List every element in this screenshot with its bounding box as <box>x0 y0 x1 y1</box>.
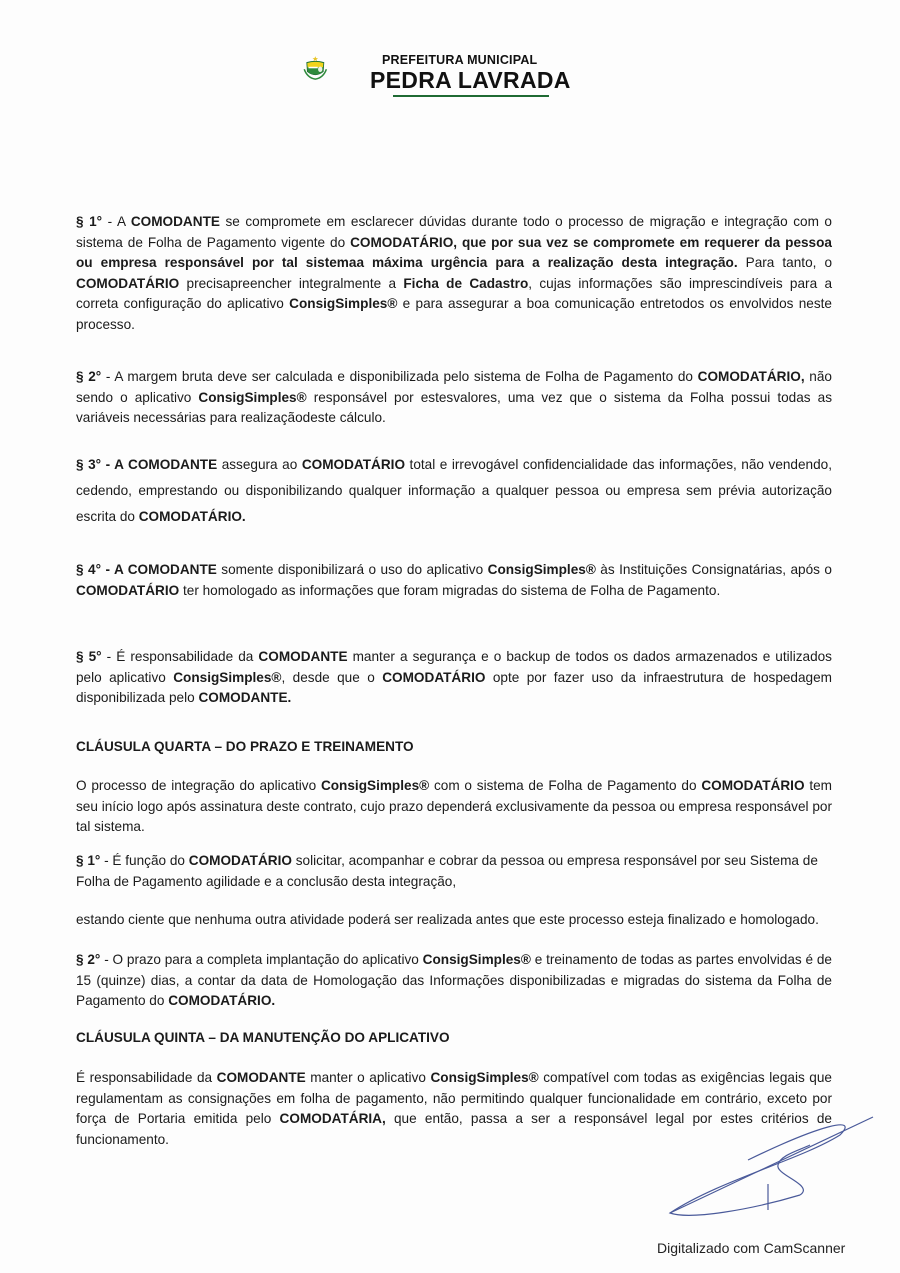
bold-text-segment: ConsigSimples® <box>422 952 531 967</box>
bold-text-segment: CLÁUSULA QUARTA – DO PRAZO E TREINAMENTO <box>76 739 414 754</box>
paragraph-4 <box>76 560 832 601</box>
text-segment: às Instituições Consignatárias, após o <box>595 562 832 577</box>
bold-text-segment: § 2° <box>76 369 102 384</box>
text-segment: - O prazo para a completa implantação do aplicativo <box>100 952 423 967</box>
bold-text-segment: ConsigSimples® <box>289 296 398 311</box>
text-segment: e treinamento de todas as partes envolvidas é de 15 (quinze) dias, a contar da data de Homologação das Informações disponibilizadas e migradas do sistema da Folha de Pagamento do <box>76 952 832 1008</box>
paragraph-1 <box>76 212 832 335</box>
text-segment: - A margem bruta deve ser calculada e disponibilizada pelo sistema de Folha de Pagamento do <box>101 369 698 384</box>
logo-title-line2: PEDRA LAVRADA <box>370 67 571 93</box>
paragraph-5 <box>76 647 832 709</box>
bold-text-segment: COMODATÁRIO. <box>168 993 276 1008</box>
text-segment: que então, passa a ser a responsável legal por estes critérios de funcionamento. <box>76 1111 832 1147</box>
bold-text-segment: § 1° <box>76 214 103 229</box>
bold-text-segment: COMODANTE <box>258 649 348 664</box>
logo-title-line1: PREFEITURA MUNICIPAL <box>382 53 538 67</box>
paragraph-6 <box>76 776 832 838</box>
bold-text-segment: COMODATÁRIA, <box>279 1111 386 1126</box>
bold-text-segment: ConsigSimples® <box>430 1070 539 1085</box>
text-segment: responsável por estesvalores, uma vez que o sistema da Folha possui todas as variáveis necessárias para realizaçãodeste cálculo. <box>76 389 832 425</box>
bold-text-segment: ConsigSimples® <box>320 778 430 793</box>
text-segment: compatível com todas as exigências legais que regulamentam as consignações em folha de pagamento, não permitindo qualquer funcionalidade em contrário, exceto por força de Portaria emitida pelo <box>76 1070 832 1126</box>
bold-text-segment: § 3° - A COMODANTE <box>76 457 218 472</box>
bold-text-segment: § 5° <box>76 649 102 664</box>
paragraph-3 <box>76 452 832 530</box>
bold-text-segment: COMODATÁRIO. <box>138 509 246 524</box>
bold-text-segment: CLÁUSULA QUINTA – DA MANUTENÇÃO DO APLICATIVO <box>76 1030 450 1045</box>
text-segment: solicitar, acompanhar e cobrar da pessoa ou empresa responsável por seu Sistema de Folha de Pagamento agilidade e a conclusão desta integração, <box>76 853 818 889</box>
text-segment: Para tanto, o <box>737 255 833 270</box>
bold-text-segment: COMODATÁRIO <box>188 853 292 868</box>
bold-text-segment: COMODATÁRIO, que por sua vez se compromete em requerer da pessoa ou empresa responsável por tal sistemaa máxima urgência para a realização desta integração. <box>76 234 832 270</box>
paragraph-2 <box>76 367 832 429</box>
bold-text-segment: § 4° - A COMODANTE <box>76 562 217 577</box>
text-segment: - É função do <box>100 853 189 868</box>
text-segment: não sendo o aplicativo <box>76 369 832 405</box>
paragraph-7 <box>76 851 832 892</box>
bold-text-segment: § 1° <box>76 853 101 868</box>
bold-text-segment: ConsigSimples® <box>487 562 596 577</box>
text-segment: com o sistema de Folha de Pagamento do <box>429 778 702 793</box>
section-heading-clausula-quinta <box>76 1028 832 1049</box>
bold-text-segment: COMODATÁRIO <box>701 778 805 793</box>
bold-text-segment: Ficha de Cadastro <box>403 275 529 291</box>
text-segment: , cujas informações são imprescindíveis para a correta configuração do aplicativo <box>76 275 833 311</box>
bold-text-segment: COMODATÁRIO <box>76 582 180 598</box>
text-segment: precisapreencher integralmente a <box>179 275 404 291</box>
paragraph-8 <box>76 910 832 931</box>
text-segment: tem seu início logo após assinatura deste contrato, cujo prazo dependerá exclusivamente da pessoa ou empresa responsável por tal sistema. <box>76 778 832 834</box>
text-segment: , desde que o <box>281 669 383 685</box>
text-segment: total e irrevogável confidencialidade das informações, não vendendo, cedendo, emprestando ou disponibilizando qualquer informação a qualquer pessoa ou empresa sem prévia autorização escrita do <box>76 457 833 524</box>
handwritten-signature <box>600 1100 900 1230</box>
bold-text-segment: ConsigSimples® <box>173 669 282 685</box>
bold-text-segment: COMODATÁRIO <box>382 669 486 685</box>
text-segment: É responsabilidade da <box>76 1070 217 1085</box>
text-segment: assegura ao <box>217 457 302 472</box>
text-segment: ter homologado as informações que foram migradas do sistema de Folha de Pagamento. <box>179 582 721 598</box>
text-segment: estando ciente que nenhuma outra atividade poderá ser realizada antes que este processo esteja finalizado e homologado. <box>76 912 819 927</box>
bold-text-segment: COMODANTE. <box>198 690 292 705</box>
paragraph-9 <box>76 950 832 1012</box>
text-segment: - É responsabilidade da <box>101 649 259 664</box>
text-segment: e para assegurar a boa comunicação entretodos os envolvidos neste processo. <box>76 296 832 332</box>
section-heading-clausula-quarta <box>76 737 832 758</box>
bold-text-segment: § 2° <box>76 952 101 967</box>
logo-underline <box>393 95 549 97</box>
text-segment: somente disponibilizará o uso do aplicativo <box>216 562 488 577</box>
bold-text-segment: COMODATÁRIO <box>76 275 180 291</box>
text-segment: - A <box>102 214 131 229</box>
bold-text-segment: COMODANTE <box>130 214 220 229</box>
text-segment: opte por fazer uso da infraestrutura de hospedagem disponibilizada pelo <box>76 669 832 705</box>
text-segment: manter o aplicativo <box>305 1070 431 1085</box>
text-segment: se compromete em esclarecer dúvidas durante todo o processo de migração e integração com o sistema de Folha de Pagamento vigente do <box>76 214 832 250</box>
bold-text-segment: ConsigSimples® <box>198 389 307 405</box>
camscanner-watermark: Digitalizado com CamScanner <box>657 1240 846 1256</box>
text-segment: manter a segurança e o backup de todos os dados armazenados e utilizados pelo aplicativo <box>76 649 832 685</box>
text-segment: O processo de integração do aplicativo <box>76 778 321 793</box>
bold-text-segment: COMODANTE <box>216 1070 306 1085</box>
bold-text-segment: COMODATÁRIO, <box>697 369 805 384</box>
bold-text-segment: COMODATÁRIO <box>301 457 406 472</box>
